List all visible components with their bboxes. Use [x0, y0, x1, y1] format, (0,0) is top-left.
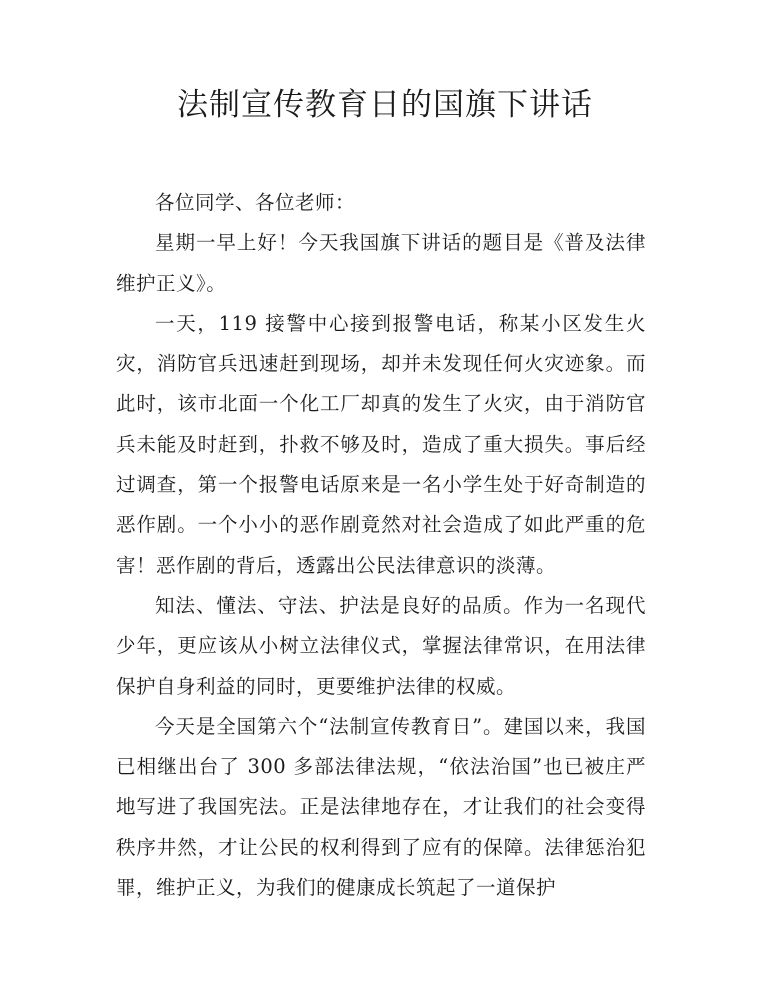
paragraph-quality: 知法、懂法、守法、护法是良好的品质。作为一名现代少年，更应该从小树立法律仪式，掌握法律常识，在用法律保护自身利益的同时，更要维护法律的权威。 — [116, 593, 646, 698]
document-title: 法制宣传教育日的国旗下讲话 — [177, 87, 593, 123]
paragraph-legal-day: 今天是全国第六个“法制宣传教育日”。建国以来，我国已相继出台了 300 多部法律法规，“依法治国”也已被庄严地写进了我国宪法。正是法律地存在，才让我们的社会变得秩序井然，才让公民的权利得到了应有的保障。法律惩治犯罪，维护正义，为我们的健康成长筑起了一道保护 — [116, 714, 646, 900]
document-body — [116, 183, 646, 908]
paragraph-greeting: 各位同学、各位老师： — [155, 191, 356, 214]
paragraph-story: 一天，119 接警中心接到报警电话，称某小区发生火灾，消防官兵迅速赶到现场，却并未发现任何火灾迹象。而此时，该市北面一个化工厂却真的发生了火灾，由于消防官兵未能及时赶到，扑救不够及时，造成了重大损失。事后经过调查，第一个报警电话原来是一名小学生处于好奇制造的恶作剧。一个小小的恶作剧竟然对社会造成了如此严重的危害！恶作剧的背后，透露出公民法律意识的淡薄。 — [116, 311, 646, 577]
paragraph-topic: 星期一早上好！今天我国旗下讲话的题目是《普及法律 维护正义》。 — [116, 231, 646, 295]
